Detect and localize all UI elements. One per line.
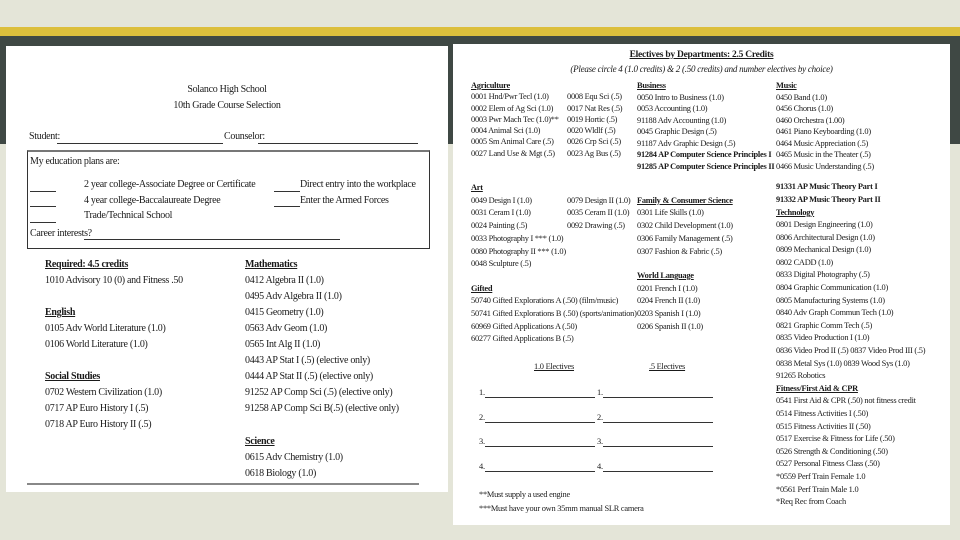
course-item: 0307 Fashion & Fabric (.5) <box>637 246 722 256</box>
course-item: 0718 AP Euro History II (.5) <box>45 419 152 430</box>
world-language-section <box>637 270 703 334</box>
electives-subtitle: (Please circle 4 (1.0 credits) & 2 (.50 credits) and number electives by choice) <box>570 64 833 74</box>
course-item: 0802 CADD (1.0) <box>776 257 833 267</box>
course-item: 60969 Gifted Applications A (.50) <box>471 321 577 331</box>
course-item: 0461 Piano Keyboarding (1.0) <box>776 127 871 136</box>
form-title: 10th Grade Course Selection <box>173 100 281 111</box>
music-section <box>776 80 874 172</box>
section-header: Music <box>776 81 797 90</box>
course-item: 0527 Personal Fitness Class (.50) <box>776 459 880 469</box>
course-item: 0035 Ceram II (1.0) <box>567 208 630 218</box>
course-item: 0541 First Aid & CPR (.50) not fitness credit <box>776 396 916 406</box>
course-item: 0464 Music Appreciation (.5) <box>776 138 869 148</box>
course-item: 0204 French II (1.0) <box>637 296 700 306</box>
one-credit-elective-number: 1. <box>479 388 485 397</box>
career-label: Career interests? <box>30 228 92 239</box>
course-item: 0804 Graphic Communication (1.0) <box>776 283 889 293</box>
section-header: Technology <box>776 207 815 217</box>
half-credit-elective-field <box>603 422 713 423</box>
section-header: Agriculture <box>471 81 510 90</box>
section-header: English <box>45 307 76 318</box>
course-item: 0805 Manufacturing Systems (1.0) <box>776 295 885 305</box>
course-item: 0836 Video Prod II (.5) 0837 Video Prod III (.5) <box>776 346 926 356</box>
course-item: 0027 Land Use & Mgt (.5) <box>471 148 555 158</box>
course-item: 0443 AP Stat I (.5) (elective only) <box>245 355 370 366</box>
counselor-label: Counselor: <box>224 131 265 142</box>
plan-option: Direct entry into the workplace <box>300 179 416 190</box>
art-section <box>471 182 566 271</box>
course-item: 0080 Photography II *** (1.0) <box>471 246 566 256</box>
section-header: Mathematics <box>245 259 298 270</box>
course-item: 0049 Design I (1.0) <box>471 195 532 205</box>
counselor-field <box>258 143 418 144</box>
footnotes <box>479 488 644 515</box>
course-item: 0106 World Literature (1.0) <box>45 339 148 350</box>
course-item: 91188 Adv Accounting (1.0) <box>637 115 727 125</box>
course-item: 0517 Exercise & Fitness for Life (.50) <box>776 434 895 444</box>
course-item: 0465 Music in the Theater (.5) <box>776 150 871 159</box>
required-section <box>45 257 183 289</box>
course-item: 0806 Architectural Design (1.0) <box>776 232 875 242</box>
plan-option: Trade/Technical School <box>84 210 173 221</box>
gifted-section <box>471 283 637 347</box>
half-credit-elective-number: 4. <box>597 461 603 471</box>
course-item: 0201 French I (1.0) <box>637 283 698 293</box>
course-item: 0005 Sm Animal Care (.5) <box>471 137 554 147</box>
course-item: 60277 Gifted Applications B (.5) <box>471 334 574 344</box>
plans-label: My education plans are: <box>30 156 120 167</box>
course-item: 0004 Animal Sci (1.0) <box>471 126 541 136</box>
plan-option: 2 year college-Associate Degree or Certificate <box>84 179 256 190</box>
half-credit-electives-header: .5 Electives <box>649 362 686 371</box>
section-header: Family & Consumer Science <box>637 195 733 205</box>
course-item: 0514 Fitness Activities I (.50) <box>776 409 869 418</box>
family-consumer-section <box>637 195 733 259</box>
divider <box>27 483 419 485</box>
course-item: *0559 Perf Train Female 1.0 <box>776 471 866 481</box>
music-ap-section <box>776 181 881 206</box>
course-item: *Req Rec from Coach <box>776 497 846 507</box>
agriculture-col2 <box>567 91 622 159</box>
course-item: ***Must have your own 35mm manual SLR camera <box>479 503 644 513</box>
course-item: 0092 Drawing (.5) <box>567 221 625 231</box>
course-item: 0017 Nat Res (.5) <box>567 103 623 113</box>
course-item: 0079 Design II (1.0) <box>567 195 631 205</box>
section-header: Science <box>245 436 275 447</box>
course-item: 91258 AP Comp Sci B(.5) (elective only) <box>245 403 399 414</box>
course-item: 91332 AP Music Theory Part II <box>776 194 881 204</box>
course-item: 0456 Chorus (1.0) <box>776 104 833 113</box>
course-item: 50740 Gifted Explorations A (.50) (film/music) <box>471 296 619 306</box>
student-field <box>57 143 223 144</box>
one-credit-elective-field <box>485 471 595 472</box>
course-item: 0460 Orchestra (1.00) <box>776 115 845 125</box>
half-credit-elective-number: 2. <box>597 412 603 422</box>
career-field <box>84 239 340 240</box>
course-item: 91252 AP Comp Sci (.5) (elective only) <box>245 387 393 398</box>
course-item: 0031 Ceram I (1.0) <box>471 208 531 218</box>
one-credit-elective-field <box>485 397 595 398</box>
course-item: 0302 Child Development (1.0) <box>637 221 733 231</box>
half-credit-elective-field <box>603 446 713 447</box>
course-item: 0515 Fitness Activities II (.50) <box>776 421 871 431</box>
social-studies-section <box>45 369 162 433</box>
course-item: 0306 Family Management (.5) <box>637 233 733 243</box>
business-section <box>637 80 774 172</box>
one-credit-elective-number: 3. <box>479 437 485 446</box>
course-item: 0717 AP Euro History I (.5) <box>45 403 149 414</box>
course-item: 0301 Life Skills (1.0) <box>637 208 704 218</box>
course-item: *0561 Perf Train Male 1.0 <box>776 484 859 494</box>
course-item: 0048 Sculpture (.5) <box>471 259 532 269</box>
half-credit-elective-number: 3. <box>597 437 603 446</box>
plan-option: Enter the Armed Forces <box>300 195 389 206</box>
course-item: 0833 Digital Photography (.5) <box>776 270 870 280</box>
plan-option: 4 year college-Baccalaureate Degree <box>84 195 221 206</box>
course-selection-form-image <box>6 46 448 492</box>
section-header: Business <box>637 81 666 90</box>
course-item: 0008 Equ Sci (.5) <box>567 92 622 102</box>
course-item: 0045 Graphic Design (.5) <box>637 127 717 136</box>
course-item: 0618 Biology (1.0) <box>245 468 316 479</box>
half-credit-elective-field <box>603 471 713 472</box>
one-credit-elective-field <box>485 422 595 423</box>
course-item: 1010 Advisory 10 (0) and Fitness .50 <box>45 275 183 286</box>
course-item: 0801 Design Engineering (1.0) <box>776 220 873 230</box>
one-credit-elective-number: 2. <box>479 412 485 422</box>
course-item: 0050 Intro to Business (1.0) <box>637 92 724 102</box>
course-item: 0023 Ag Bus (.5) <box>567 148 621 158</box>
course-item: 0615 Adv Chemistry (1.0) <box>245 452 343 463</box>
course-item: 0053 Accounting (1.0) <box>637 104 708 113</box>
course-item: 0001 Hnd/Pwr Tecl (1.0) <box>471 92 549 102</box>
course-item: 0026 Crp Sci (.5) <box>567 137 621 147</box>
section-header: Art <box>471 183 483 192</box>
course-item: 91187 Adv Graphic Design (.5) <box>637 138 736 148</box>
course-item: 0024 Painting (.5) <box>471 221 528 231</box>
course-item: 91285 AP Computer Science Principles II <box>637 161 775 171</box>
course-item: 0563 Adv Geom (1.0) <box>245 323 328 334</box>
course-item: 91284 AP Computer Science Principles I <box>637 150 772 159</box>
english-section <box>45 305 166 353</box>
agriculture-section <box>471 80 559 159</box>
course-item: 0412 Algebra II (1.0) <box>245 275 324 286</box>
course-item: 0033 Photography I *** (1.0) <box>471 233 564 243</box>
section-header: Fitness/First Aid & CPR <box>776 383 858 393</box>
course-item: 0526 Strength & Conditioning (.50) <box>776 446 888 456</box>
course-item: 0444 AP Stat II (.5) (elective only) <box>245 371 373 382</box>
course-item: 91331 AP Music Theory Part I <box>776 182 878 191</box>
section-header: Required: 4.5 credits <box>45 259 129 270</box>
course-item: 0495 Adv Algebra II (1.0) <box>245 291 342 302</box>
course-item: 0003 Pwr Mach Tec (1.0)** <box>471 114 559 124</box>
art-col2 <box>567 195 630 233</box>
slide-accent-stripe <box>0 27 960 36</box>
science-section <box>245 434 343 482</box>
course-item: 0105 Adv World Literature (1.0) <box>45 323 166 334</box>
one-credit-electives-header: 1.0 Electives <box>534 362 575 371</box>
course-item: 0838 Metal Sys (1.0) 0839 Wood Sys (1.0) <box>776 358 910 368</box>
course-item: 0206 Spanish II (1.0) <box>637 321 703 331</box>
course-item: 0002 Elem of Ag Sci (1.0) <box>471 103 554 113</box>
electives-title: Electives by Departments: 2.5 Credits <box>629 50 774 60</box>
half-credit-elective-number: 1. <box>597 388 603 397</box>
section-header: Gifted <box>471 283 493 293</box>
course-item: 0466 Music Understanding (.5) <box>776 161 874 171</box>
course-item: 0821 Graphic Comm Tech (.5) <box>776 320 873 330</box>
course-item: **Must supply a used engine <box>479 490 570 499</box>
course-item: 0415 Geometry (1.0) <box>245 307 324 318</box>
school-name: Solanco High School <box>187 84 267 95</box>
one-credit-elective-number: 4. <box>479 461 485 471</box>
technology-section <box>776 207 925 509</box>
student-label: Student: <box>29 131 60 142</box>
course-item: 0203 Spanish I (1.0) <box>637 309 701 319</box>
one-credit-elective-field <box>485 446 595 447</box>
electives-form-image <box>453 44 950 525</box>
course-item: 0019 Hortic (.5) <box>567 114 618 124</box>
course-item: 0020 Wldlf (.5) <box>567 126 616 136</box>
mathematics-section <box>245 257 399 417</box>
course-item: 0565 Int Alg II (1.0) <box>245 339 321 350</box>
course-item: 91265 Robotics <box>776 371 826 381</box>
half-credit-elective-field <box>603 397 713 398</box>
section-header: World Language <box>637 271 694 280</box>
course-item: 0450 Band (1.0) <box>776 92 827 102</box>
course-item: 0840 Adv Graph Commun Tech (1.0) <box>776 308 894 318</box>
course-item: 50741 Gifted Explorations B (.50) (sports/animation) <box>471 308 637 318</box>
course-item: 0809 Mechanical Design (1.0) <box>776 245 871 255</box>
course-item: 0702 Western Civilization (1.0) <box>45 387 162 398</box>
section-header: Social Studies <box>45 371 100 382</box>
course-item: 0835 Video Production I (1.0) <box>776 333 870 343</box>
